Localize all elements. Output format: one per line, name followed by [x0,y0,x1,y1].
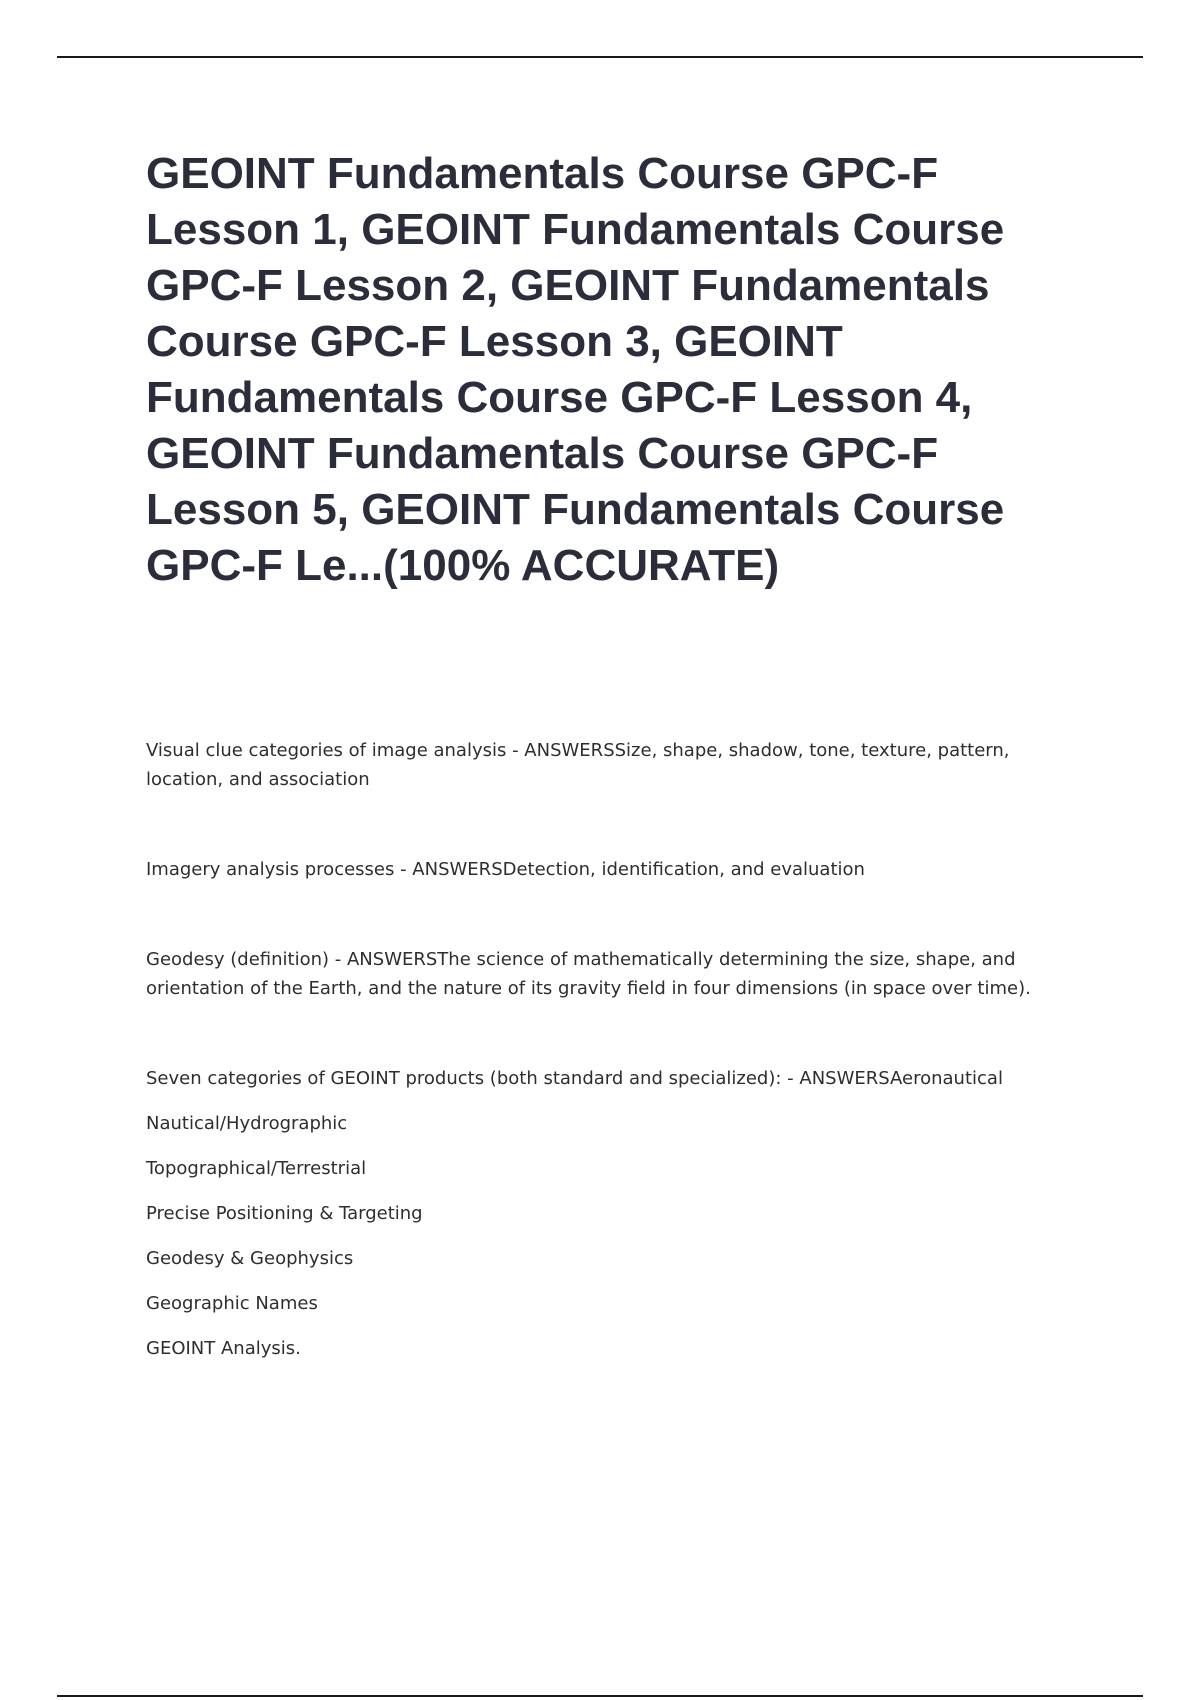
qa-visual-clue-categories: Visual clue categories of image analysis - ANSWERSSize, shape, shadow, tone, texture, pattern, location, and association [146,740,1010,790]
top-divider [57,56,1143,58]
list-item: Geographic Names [146,1293,318,1314]
document-title: GEOINT Fundamentals Course GPC-F Lesson 1, GEOINT Fundamentals Course GPC-F Lesson 2, GEOINT Fundamentals Course GPC-F Lesson 3, GEOINT Fundamentals Course GPC-F Lesson 4, GEOINT Fundamentals Course GPC-F Lesson 5, GEOINT Fundamentals Course GPC-F Le...(100% ACCURATE) [146,149,1005,590]
list-item: Topographical/Terrestrial [146,1158,367,1179]
qa-geodesy-definition: Geodesy (definition) - ANSWERSThe science of mathematically determining the size, shape, and orientation of the Earth, and the nature of its gravity field in four dimensions (in space over time). [146,949,1031,999]
list-item: Geodesy & Geophysics [146,1248,354,1269]
product-categories-list [146,1109,1086,1363]
qa-geoint-product-categories: Seven categories of GEOINT products (both standard and specialized): - ANSWERSAeronautical [146,1068,1003,1089]
list-item: GEOINT Analysis. [146,1338,301,1359]
document-body [146,736,1086,1379]
bottom-divider [57,1695,1143,1697]
list-item: Nautical/Hydrographic [146,1113,348,1134]
list-item: Precise Positioning & Targeting [146,1203,423,1224]
qa-imagery-analysis-processes: Imagery analysis processes - ANSWERSDetection, identification, and evaluation [146,859,865,880]
